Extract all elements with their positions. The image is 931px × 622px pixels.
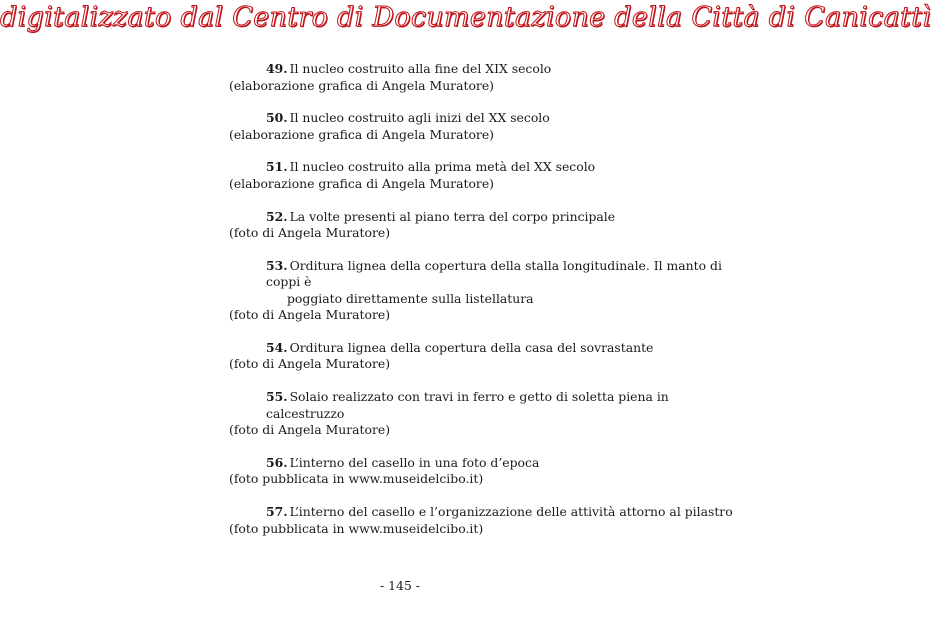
caption-entry-52 bbox=[229, 209, 749, 242]
caption-number: 49. bbox=[266, 61, 288, 76]
page-number: - 145 - bbox=[380, 578, 420, 593]
caption-text: Orditura lignea della copertura della stalla longitudinale. Il manto di coppi è bbox=[266, 257, 722, 290]
caption-text: Il nucleo costruito alla fine del XIX secolo bbox=[289, 61, 552, 76]
caption-credit: (foto pubblicata in www.museidelcibo.it) bbox=[229, 520, 484, 536]
caption-credit: (elaborazione grafica di Angela Muratore) bbox=[229, 77, 495, 93]
caption-number: 50. bbox=[266, 110, 288, 126]
caption-credit: (foto di Angela Muratore) bbox=[229, 225, 391, 241]
caption-credit: (elaborazione grafica di Angela Muratore) bbox=[229, 126, 495, 142]
caption-entry-53 bbox=[229, 258, 749, 324]
caption-text: Il nucleo costruito agli inizi del XX secolo bbox=[289, 110, 550, 126]
caption-credit: (elaborazione grafica di Angela Muratore) bbox=[229, 175, 495, 191]
caption-number: 56. bbox=[266, 454, 288, 470]
digitization-watermark: digitalizzato dal Centro di Documentazione della Città di Canicattì bbox=[0, 2, 931, 33]
caption-entry-56 bbox=[229, 455, 749, 488]
caption-text: Orditura lignea della copertura della casa del sovrastante bbox=[289, 339, 654, 355]
caption-number: 57. bbox=[266, 504, 288, 519]
caption-entry-54 bbox=[229, 340, 749, 373]
caption-credit: (foto pubblicata in www.museidelcibo.it) bbox=[229, 471, 484, 487]
caption-entry-57 bbox=[229, 504, 749, 537]
caption-credit: (foto di Angela Muratore) bbox=[229, 307, 391, 323]
caption-number: 51. bbox=[266, 159, 288, 175]
caption-credit: (foto di Angela Muratore) bbox=[229, 422, 391, 438]
caption-text: Solaio realizzato con travi in ferro e getto di soletta piena in calcestruzzo bbox=[266, 389, 669, 421]
caption-number: 55. bbox=[266, 389, 288, 405]
caption-text: La volte presenti al piano terra del corpo principale bbox=[289, 208, 616, 224]
caption-entry-55 bbox=[229, 389, 749, 439]
caption-text: L’interno del casello e l’organizzazione delle attività attorno al pilastro bbox=[289, 504, 733, 519]
caption-text-continuation: poggiato direttamente sulla listellatura bbox=[287, 290, 534, 306]
caption-number: 54. bbox=[266, 339, 288, 355]
caption-number: 53. bbox=[266, 257, 288, 273]
caption-entry-49 bbox=[229, 61, 749, 94]
figure-captions-list bbox=[229, 61, 749, 553]
caption-number: 52. bbox=[266, 208, 288, 224]
caption-credit: (foto di Angela Muratore) bbox=[229, 356, 391, 372]
caption-text: L’interno del casello in una foto d’epoca bbox=[289, 454, 540, 470]
caption-entry-51 bbox=[229, 159, 749, 192]
caption-text: Il nucleo costruito alla prima metà del XX secolo bbox=[289, 159, 596, 175]
caption-entry-50 bbox=[229, 110, 749, 143]
